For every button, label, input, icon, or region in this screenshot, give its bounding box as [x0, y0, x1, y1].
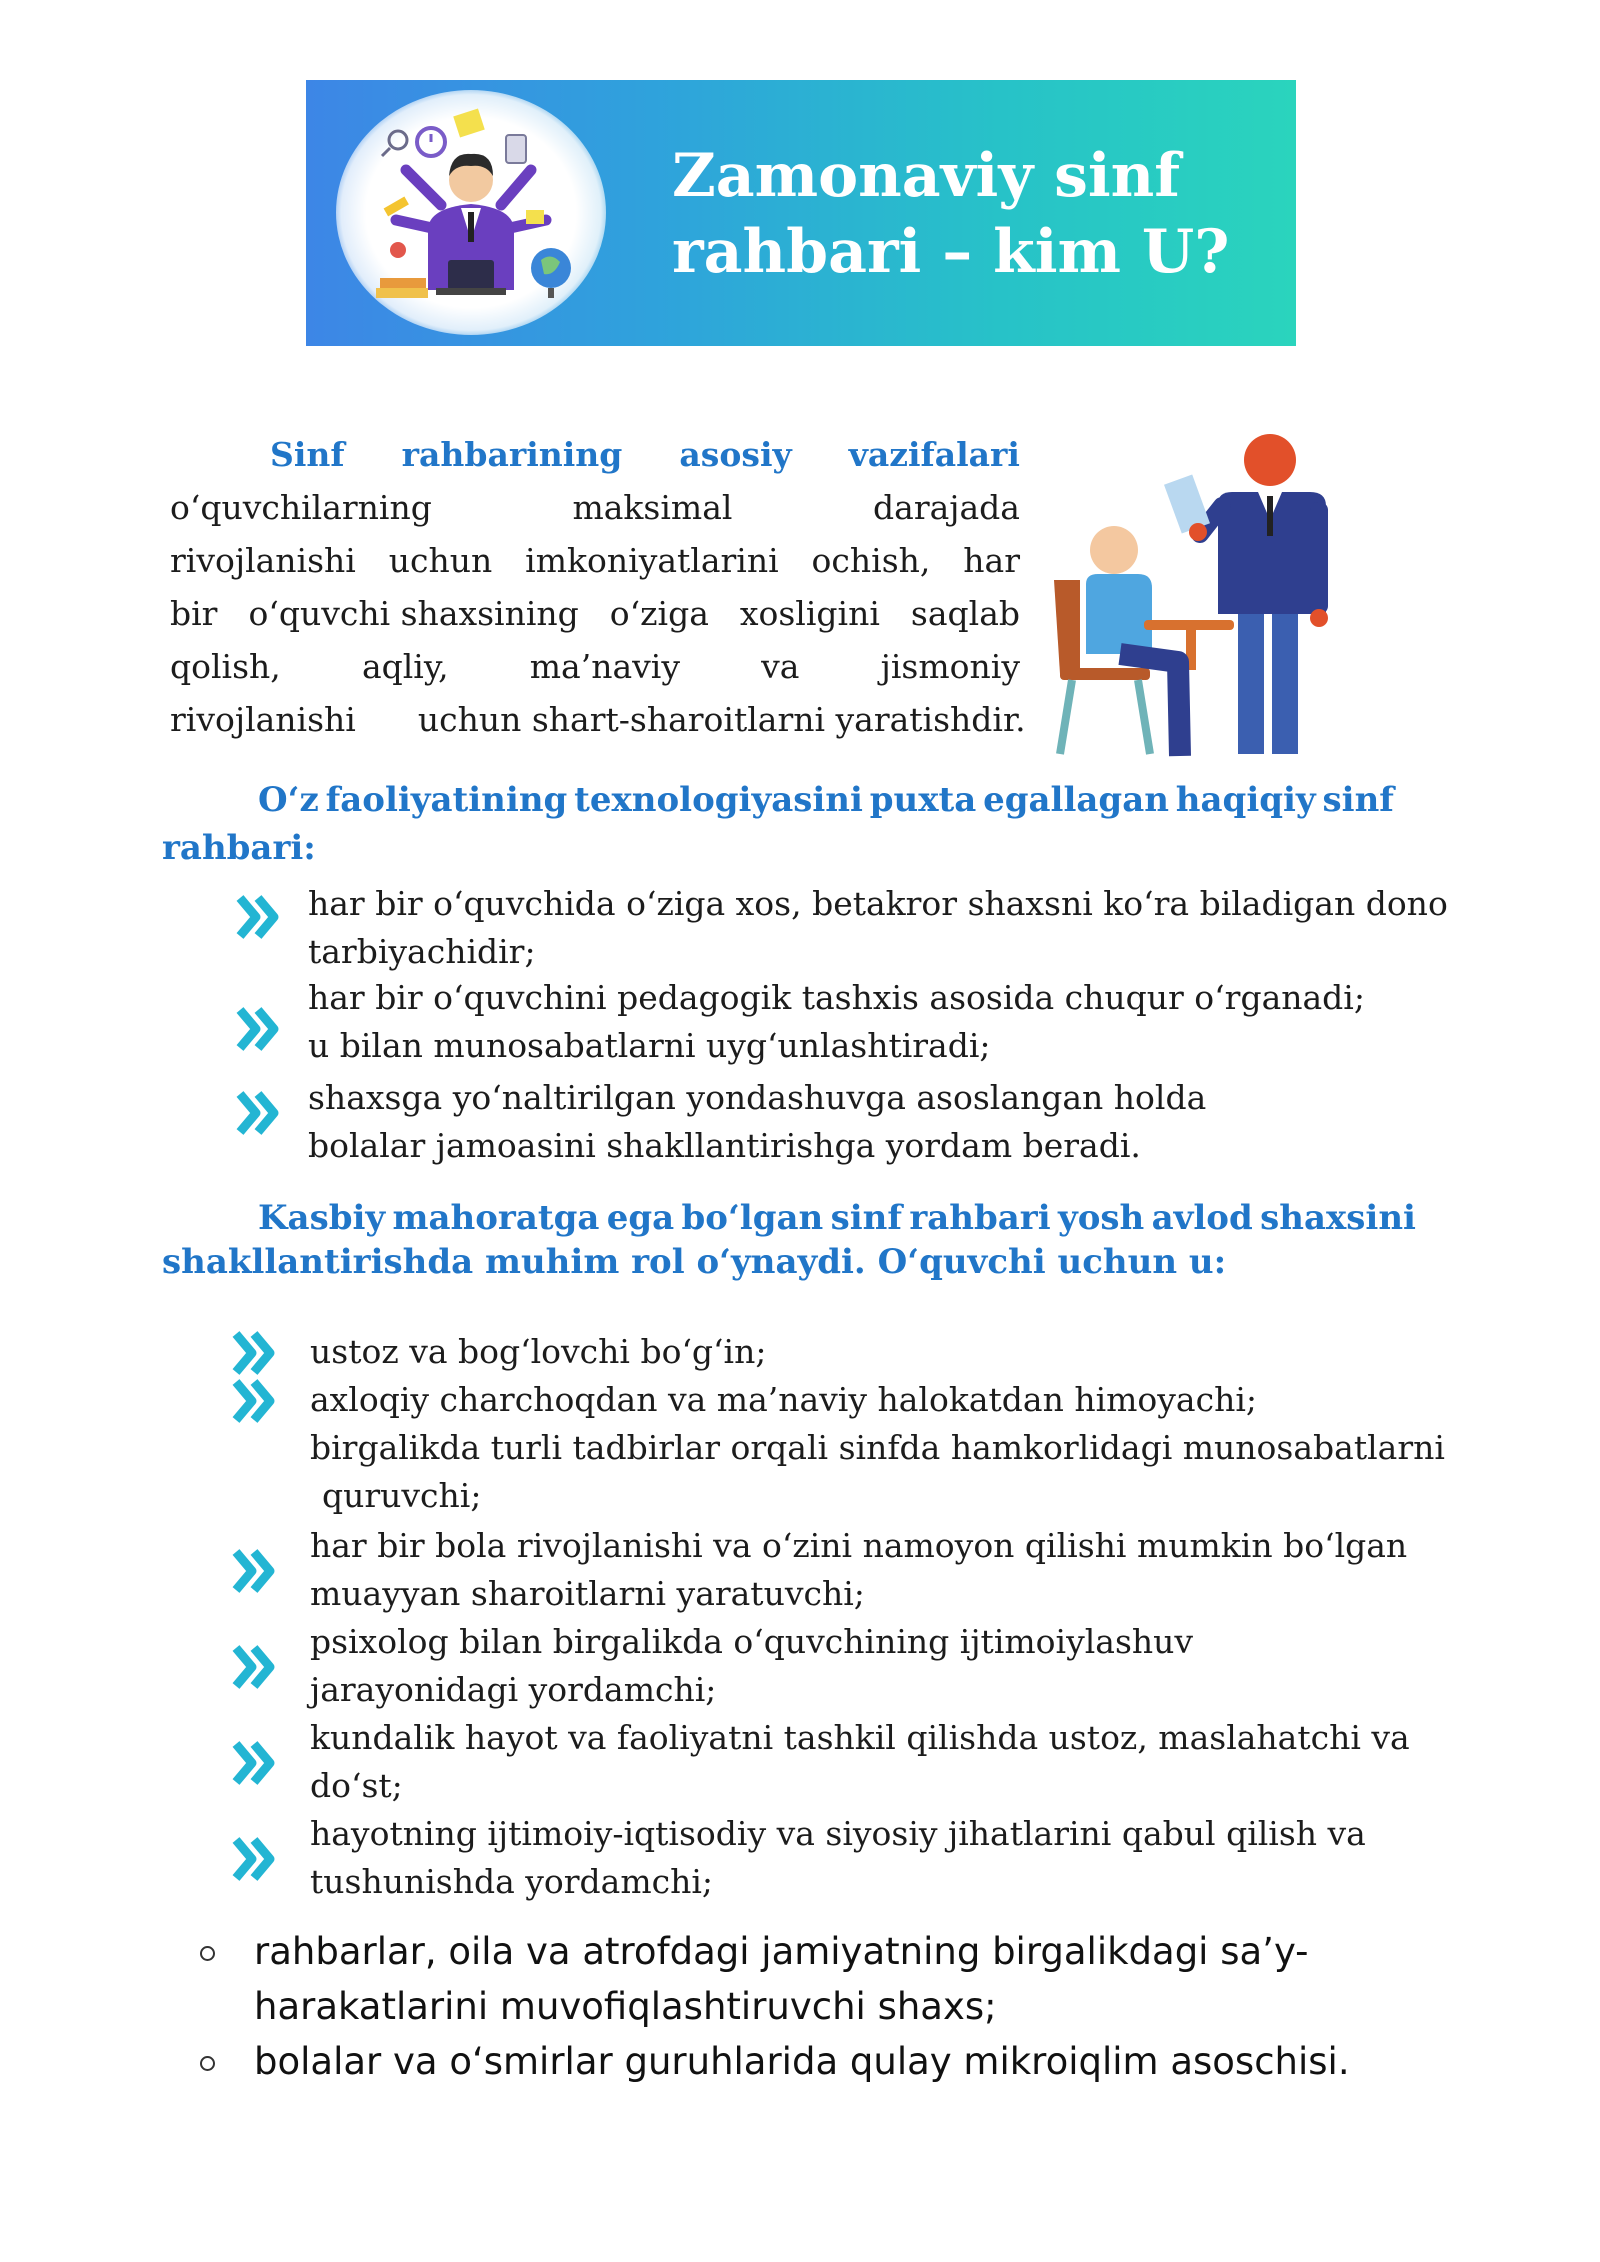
double-chevron-right-icon	[232, 1548, 282, 1594]
intro-line	[170, 428, 1020, 481]
heading-word: faoliyatining	[325, 780, 568, 820]
double-chevron-right-icon	[232, 1740, 282, 1786]
list-item	[310, 1618, 1193, 1714]
intro-word: o‘ziga	[609, 594, 709, 633]
intro-word: aqliy,	[361, 647, 449, 686]
intro-word: imkoniyatlarini	[525, 541, 779, 580]
intro-line	[170, 587, 1020, 640]
intro-paragraph	[170, 428, 1026, 746]
intro-word: vazifalari	[848, 435, 1020, 474]
list-item-line: tushunishda yordamchi;	[310, 1862, 714, 1901]
list-item-line: muayyan sharoitlarni yaratuvchi;	[310, 1574, 865, 1613]
intro-line	[170, 693, 1026, 746]
intro-word: uchun	[388, 541, 493, 580]
list-item-line: shaxsga yo‘naltirilgan yondashuvga asoslangan holda	[308, 1078, 1207, 1117]
intro-word: har	[963, 541, 1020, 580]
list-item	[308, 1074, 1206, 1170]
list-item-line: do‘st;	[310, 1766, 403, 1805]
heading-word: bo‘lgan	[681, 1198, 824, 1238]
list-item	[308, 880, 1448, 976]
list-item: ustoz va bog‘lovchi bo‘g‘in;	[310, 1332, 767, 1371]
list-item	[310, 1522, 1407, 1618]
circle-list-item: bolalar va o‘smirlar guruhlarida qulay mikroiqlim asoschisi.	[254, 2040, 1350, 2083]
list-item	[310, 1714, 1410, 1810]
double-chevron-right-icon	[236, 1006, 286, 1052]
list-item-line: har bir bola rivojlanishi va o‘zini namoyon qilishi mumkin bo‘lgan	[310, 1526, 1408, 1565]
list-item: axloqiy charchoqdan va ma’naviy halokatdan himoyachi;	[310, 1380, 1258, 1419]
intro-word: ma’naviy	[529, 647, 680, 686]
intro-word: Sinf	[270, 435, 345, 474]
heading-word: Kasbiy	[258, 1198, 386, 1238]
section2-heading	[162, 1196, 1416, 1284]
heading-word: mahoratga	[392, 1198, 600, 1238]
intro-word: asosiy	[679, 435, 792, 474]
list-item-line: kundalik hayot va faoliyatni tashkil qilishda ustoz, maslahatchi va	[310, 1718, 1410, 1757]
intro-line	[170, 481, 1020, 534]
section2-heading-line: shakllantirishda muhim rol o‘ynaydi. O‘quvchi uchun u:	[162, 1242, 1227, 1282]
double-chevron-right-icon	[232, 1644, 282, 1690]
list-item-continuation: quruvchi;	[322, 1476, 482, 1515]
intro-word: rivojlanishi	[170, 541, 356, 580]
intro-word: qolish,	[170, 647, 281, 686]
circle-list-item-line: harakatlarini muvofiqlashtiruvchi shaxs;	[254, 1985, 997, 2028]
section1-heading-line	[162, 776, 1394, 824]
intro-word: jismoniy	[880, 647, 1020, 686]
list-item-line: jarayonidagi yordamchi;	[310, 1670, 717, 1709]
heading-word: sinf	[830, 1198, 902, 1238]
section2-heading-line	[162, 1196, 1416, 1240]
list-item-line: u bilan munosabatlarni uyg‘unlashtiradi;	[308, 1026, 991, 1065]
list-item-line: tarbiyachidir;	[308, 932, 536, 971]
intro-word: o‘quvchi shaxsining	[248, 594, 579, 633]
title-banner	[306, 80, 1296, 346]
intro-word: o‘quvchilarning	[170, 488, 432, 527]
heading-word: haqiqiy	[1175, 780, 1316, 820]
teacher-student-illustration	[1040, 424, 1360, 764]
page-title-line-1: Zamonaviy sinf	[672, 141, 1181, 211]
intro-word: maksimal	[572, 488, 733, 527]
heading-word: avlod	[1151, 1198, 1253, 1238]
multitasking-teacher-illustration	[336, 90, 606, 335]
list-item-line: har bir o‘quvchini pedagogik tashxis asosida chuqur o‘rganadi;	[308, 978, 1365, 1017]
circle-bullet-icon	[200, 2056, 215, 2071]
list-item: birgalikda turli tadbirlar orqali sinfda hamkorlidagi munosabatlarni	[310, 1428, 1445, 1467]
heading-word: shaxsini	[1260, 1198, 1416, 1238]
section1-heading-line: rahbari:	[162, 828, 316, 868]
intro-word: va	[761, 647, 800, 686]
heading-word: rahbari	[909, 1198, 1051, 1238]
double-chevron-right-icon	[232, 1378, 282, 1424]
list-item	[308, 974, 1365, 1070]
intro-word: darajada	[873, 488, 1020, 527]
heading-word: yosh	[1057, 1198, 1145, 1238]
intro-word: rahbarining	[401, 435, 623, 474]
page-title	[672, 138, 1272, 290]
heading-word: O‘z	[258, 780, 319, 820]
intro-word: rivojlanishi	[170, 700, 356, 739]
intro-word: saqlab	[910, 594, 1020, 633]
list-item-line: har bir o‘quvchida o‘ziga xos, betakror shaxsni ko‘ra biladigan dono	[308, 884, 1448, 923]
double-chevron-right-icon	[236, 1090, 286, 1136]
intro-line	[170, 640, 1020, 693]
heading-word: texnologiyasini	[574, 780, 863, 820]
heading-word: egallagan	[983, 780, 1169, 820]
intro-word: uchun shart-sharoitlarni yaratishdir.	[417, 700, 1026, 739]
page-title-line-2: rahbari – kim U?	[672, 217, 1230, 287]
double-chevron-right-icon	[232, 1330, 282, 1376]
intro-line	[170, 534, 1020, 587]
section1-heading	[162, 776, 1394, 872]
circle-bullet-icon	[200, 1946, 215, 1961]
heading-word: ega	[606, 1198, 675, 1238]
banner-illustration	[336, 90, 606, 335]
intro-word: ochish,	[811, 541, 931, 580]
heading-word: sinf	[1322, 780, 1394, 820]
double-chevron-right-icon	[232, 1836, 282, 1882]
circle-list-item	[254, 1924, 1309, 2034]
heading-word: puxta	[869, 780, 977, 820]
intro-word: bir	[170, 594, 218, 633]
circle-list-item-line: rahbarlar, oila va atrofdagi jamiyatning birgalikdagi sa’y-	[254, 1930, 1309, 1973]
double-chevron-right-icon	[236, 894, 286, 940]
list-item	[310, 1810, 1366, 1906]
list-item-line: hayotning ijtimoiy-iqtisodiy va siyosiy jihatlarini qabul qilish va	[310, 1814, 1366, 1853]
list-item-line: psixolog bilan birgalikda o‘quvchining ijtimoiylashuv	[310, 1622, 1194, 1661]
intro-word: xosligini	[739, 594, 880, 633]
list-item-line: bolalar jamoasini shakllantirishga yordam beradi.	[308, 1126, 1141, 1165]
